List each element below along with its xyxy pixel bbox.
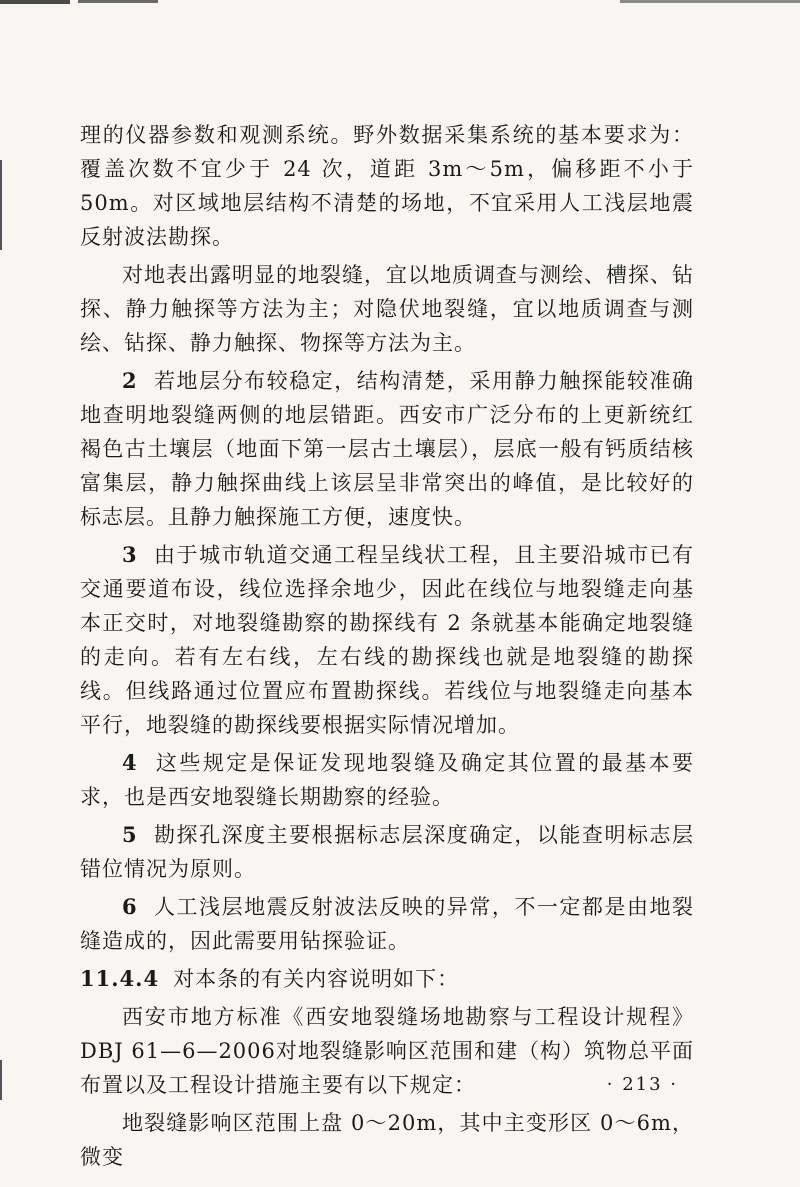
item-text: 由于城市轨道交通工程呈线状工程，且主要沿城市已有交通要道布设，线位选择余地少，因此在线位与地裂缝走向基本正交时，对地裂缝勘察的勘探线有 2 条就基本能确定地裂缝的走向。若有左右线，左右线的勘探线也就是地裂缝的勘探线。但线路通过位置应布置勘探线。若线位与地裂缝走向基本平行，地裂缝的勘探线要根据实际情况增加。 [80,543,695,737]
list-item [80,538,694,742]
item-text: 人工浅层地震反射波法反映的异常，不一定都是由地裂缝造成的，因此需要用钻探验证。 [80,895,695,953]
page-number: · 213 · [606,1074,678,1095]
item-number: 2 [122,368,138,393]
list-item [80,746,694,814]
list-item [80,364,694,534]
clause-heading [80,962,694,996]
binding-edge-mark [0,160,2,250]
item-number: 5 [122,822,138,847]
list-item [80,818,694,886]
scan-artifact [0,0,70,4]
item-number: 6 [122,894,138,919]
clause-text: 对本条的有关内容说明如下： [173,967,460,991]
page-body [80,118,694,1178]
item-number: 4 [122,750,138,775]
paragraph: 西安市地方标准《西安地裂缝场地勘察与工程设计规程》DBJ 61—6—2006对地裂缝影响区范围和建（构）筑物总平面布置以及工程设计措施主要有以下规定： [80,1005,694,1097]
item-text: 勘探孔深度主要根据标志层深度确定，以能查明标志层错位情况为原则。 [80,823,695,881]
scan-top-edge [0,0,800,8]
item-text: 这些规定是保证发现地裂缝及确定其位置的最基本要求，也是西安地裂缝长期勘察的经验。 [80,751,695,809]
paragraph: 对地表出露明显的地裂缝，宜以地质调查与测绘、槽探、钻探、静力触探等方法为主；对隐伏地裂缝，宜以地质调查与测绘、钻探、静力触探、物探等方法为主。 [80,263,694,355]
clause-number: 11.4.4 [80,966,160,991]
scan-artifact [620,0,800,3]
list-item [80,890,694,958]
item-number: 3 [122,542,138,567]
paragraph: 理的仪器参数和观测系统。野外数据采集系统的基本要求为：覆盖次数不宜少于 24 次，道距 3m～5m，偏移距不小于 50m。对区域地层结构不清楚的场地，不宜采用人工浅层地震反射波法勘探。 [80,123,694,249]
binding-edge-mark [0,1060,2,1100]
scan-artifact [78,0,158,3]
paragraph: 地裂缝影响区范围上盘 0～20m，其中主变形区 0～6m，微变 [80,1111,694,1169]
item-text: 若地层分布较稳定，结构清楚，采用静力触探能较准确地查明地裂缝两侧的地层错距。西安市广泛分布的上更新统红褐色古土壤层（地面下第一层古土壤层），层底一般有钙质结核富集层，静力触探曲线上该层呈非常突出的峰值，是比较好的标志层。且静力触探施工方便，速度快。 [80,369,695,529]
